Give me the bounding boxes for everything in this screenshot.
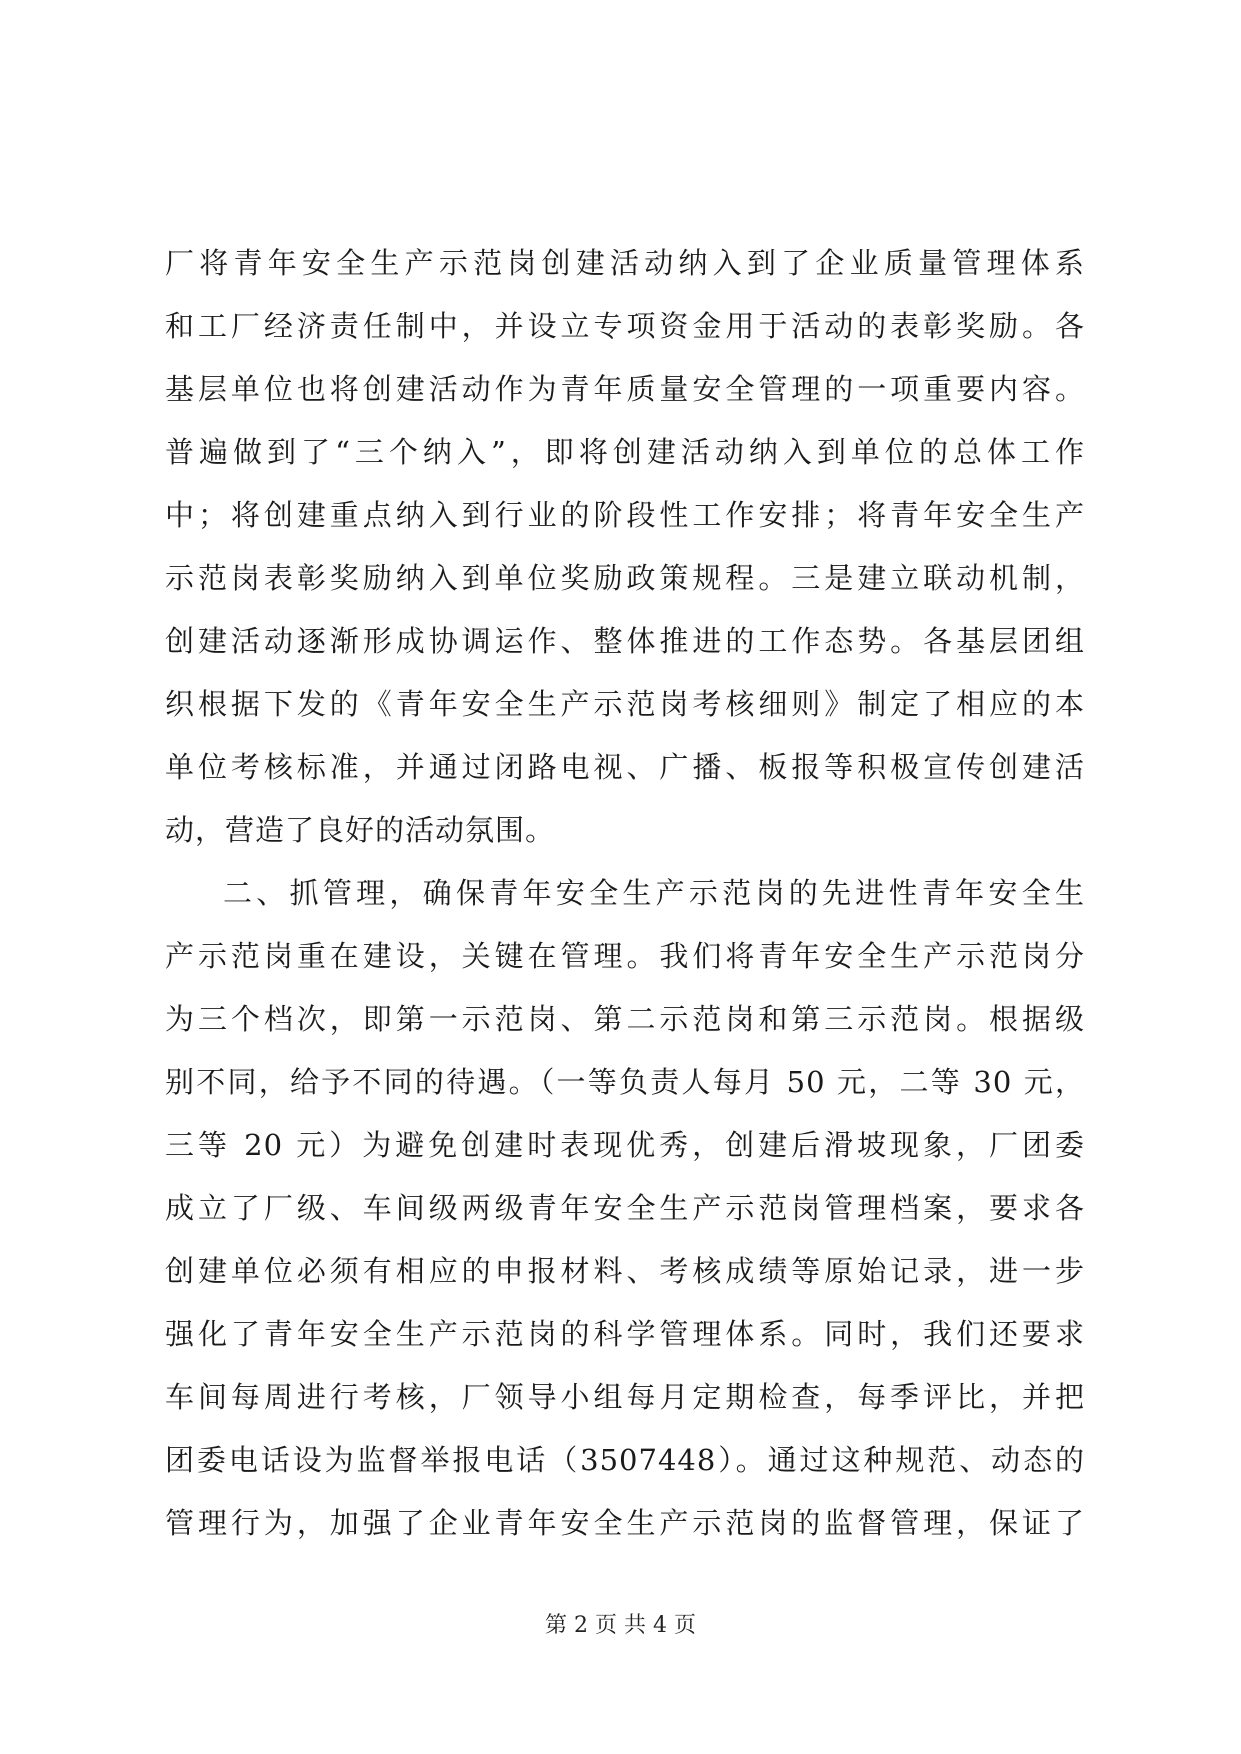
text-line-10: 动，营造了良好的活动氛围。	[165, 813, 556, 847]
page-number-footer: 第 2 页 共 4 页	[545, 1613, 696, 1638]
text-line-15: 三等 20 元）为避免创建时表现优秀，创建后滑坡现象，厂团委	[165, 1128, 1085, 1162]
text-line-21: 管理行为，加强了企业青年安全生产示范岗的监督管理，保证了	[165, 1506, 1085, 1540]
text-line-1: 厂将青年安全生产示范岗创建活动纳入到了企业质量管理体系	[165, 246, 1085, 280]
text-line-5: 中；将创建重点纳入到行业的阶段性工作安排；将青年安全生产	[165, 498, 1085, 532]
text-line-14: 别不同，给予不同的待遇。（一等负责人每月 50 元，二等 30 元，	[165, 1065, 1085, 1099]
text-line-20: 团委电话设为监督举报电话（3507448）。通过这种规范、动态的	[165, 1443, 1085, 1477]
text-line-17: 创建单位必须有相应的申报材料、考核成绩等原始记录，进一步	[165, 1254, 1085, 1288]
text-line-16: 成立了厂级、车间级两级青年安全生产示范岗管理档案，要求各	[165, 1191, 1085, 1225]
text-line-18: 强化了青年安全生产示范岗的科学管理体系。同时，我们还要求	[165, 1317, 1085, 1351]
text-line-3: 基层单位也将创建活动作为青年质量安全管理的一项重要内容。	[165, 372, 1085, 406]
text-line-8: 织根据下发的《青年安全生产示范岗考核细则》制定了相应的本	[165, 687, 1085, 721]
text-line-7: 创建活动逐渐形成协调运作、整体推进的工作态势。各基层团组	[165, 624, 1085, 658]
text-line-13: 为三个档次，即第一示范岗、第二示范岗和第三示范岗。根据级	[165, 1002, 1085, 1036]
text-line-19: 车间每周进行考核，厂领导小组每月定期检查，每季评比，并把	[165, 1380, 1085, 1414]
text-line-2: 和工厂经济责任制中，并设立专项资金用于活动的表彰奖励。各	[165, 309, 1085, 343]
text-line-12: 产示范岗重在建设，关键在管理。我们将青年安全生产示范岗分	[165, 939, 1085, 973]
text-line-4: 普遍做到了“三个纳入”，即将创建活动纳入到单位的总体工作	[165, 435, 1085, 469]
body-text	[165, 232, 1085, 1555]
text-line-11: 二、抓管理，确保青年安全生产示范岗的先进性青年安全生	[223, 876, 1085, 910]
text-line-9: 单位考核标准，并通过闭路电视、广播、板报等积极宣传创建活	[165, 750, 1085, 784]
text-line-6: 示范岗表彰奖励纳入到单位奖励政策规程。三是建立联动机制，	[165, 561, 1085, 595]
